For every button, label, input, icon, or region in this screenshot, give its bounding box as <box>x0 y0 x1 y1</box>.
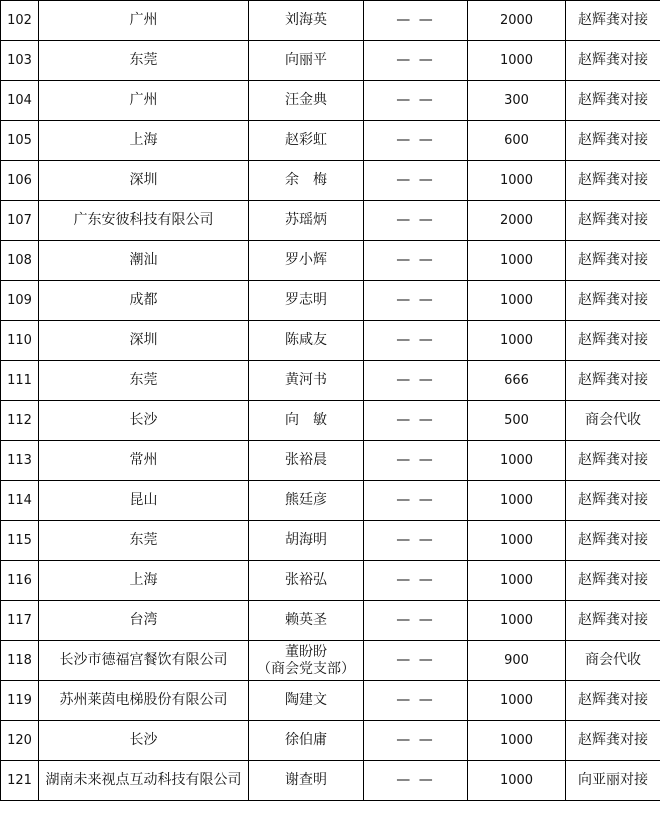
donor-name-text: 张裕弘 <box>285 572 327 588</box>
donor-name <box>249 281 364 321</box>
region-or-company <box>39 281 249 321</box>
region-or-company-text: 长沙 <box>129 732 158 748</box>
region-or-company-text: 潮汕 <box>129 252 158 268</box>
region-or-company-text: 深圳 <box>129 172 158 188</box>
row-number <box>1 561 39 601</box>
region-or-company <box>39 721 249 761</box>
placeholder-dash <box>364 241 468 281</box>
contact-note-text: 赵辉龚对接 <box>578 212 648 228</box>
contact-note-text: 赵辉龚对接 <box>578 332 648 348</box>
placeholder-dash-text: — — <box>396 252 435 268</box>
row-number <box>1 401 39 441</box>
contact-note-text: 赵辉龚对接 <box>578 492 648 508</box>
placeholder-dash <box>364 1 468 41</box>
donor-name <box>249 241 364 281</box>
region-or-company <box>39 1 249 41</box>
table-row <box>1 361 660 401</box>
donor-name-text: 赵彩虹 <box>285 132 327 148</box>
contact-note-text: 赵辉龚对接 <box>578 572 648 588</box>
contact-note <box>566 481 660 521</box>
region-or-company-text: 长沙市德福宫餐饮有限公司 <box>59 652 228 668</box>
donation-amount <box>468 1 566 41</box>
row-number <box>1 201 39 241</box>
region-or-company-text: 广州 <box>129 12 158 28</box>
contact-note-text: 赵辉龚对接 <box>578 732 648 748</box>
donation-amount-text: 1000 <box>499 693 534 708</box>
row-number <box>1 761 39 801</box>
table-row <box>1 41 660 81</box>
placeholder-dash <box>364 121 468 161</box>
donor-name-text: 陶建文 <box>285 692 327 708</box>
contact-note-text: 赵辉龚对接 <box>578 532 648 548</box>
donor-name-text: 向丽平 <box>285 52 327 68</box>
donation-amount-text: 1000 <box>499 533 534 548</box>
row-number-text: 109 <box>7 293 32 308</box>
placeholder-dash <box>364 681 468 721</box>
region-or-company-text: 成都 <box>129 292 158 308</box>
row-number-text: 110 <box>7 333 32 348</box>
donation-amount-text: 1000 <box>499 293 534 308</box>
donation-amount <box>468 721 566 761</box>
table-row <box>1 121 660 161</box>
region-or-company-text: 台湾 <box>129 612 158 628</box>
region-or-company-text: 上海 <box>129 572 158 588</box>
placeholder-dash-text: — — <box>396 732 435 748</box>
placeholder-dash-text: — — <box>396 492 435 508</box>
placeholder-dash-text: — — <box>396 172 435 188</box>
donor-name <box>249 721 364 761</box>
contact-note <box>566 641 660 681</box>
contact-note <box>566 681 660 721</box>
table-row <box>1 721 660 761</box>
contact-note <box>566 121 660 161</box>
row-number <box>1 241 39 281</box>
contact-note-text: 赵辉龚对接 <box>578 52 648 68</box>
table-row <box>1 761 660 801</box>
placeholder-dash-text: — — <box>396 132 435 148</box>
donation-amount-text: 1000 <box>499 493 534 508</box>
placeholder-dash-text: — — <box>396 212 435 228</box>
region-or-company <box>39 481 249 521</box>
contact-note <box>566 401 660 441</box>
row-number <box>1 601 39 641</box>
placeholder-dash <box>364 521 468 561</box>
row-number-text: 118 <box>7 653 32 668</box>
region-or-company-text: 上海 <box>129 132 158 148</box>
row-number <box>1 641 39 681</box>
table-row <box>1 241 660 281</box>
donor-name <box>249 761 364 801</box>
region-or-company-text: 深圳 <box>129 332 158 348</box>
placeholder-dash-text: — — <box>396 692 435 708</box>
donation-amount-text: 1000 <box>499 173 534 188</box>
placeholder-dash <box>364 361 468 401</box>
donor-name <box>249 81 364 121</box>
donor-name <box>249 41 364 81</box>
contact-note-text: 赵辉龚对接 <box>578 92 648 108</box>
placeholder-dash <box>364 481 468 521</box>
donation-amount <box>468 481 566 521</box>
donation-amount-text: 1000 <box>499 773 534 788</box>
contact-note-text: 赵辉龚对接 <box>578 172 648 188</box>
contact-note <box>566 561 660 601</box>
region-or-company-text: 常州 <box>129 452 158 468</box>
contact-note-text: 赵辉龚对接 <box>578 12 648 28</box>
region-or-company <box>39 201 249 241</box>
donation-amount <box>468 761 566 801</box>
row-number <box>1 41 39 81</box>
region-or-company <box>39 161 249 201</box>
contact-note-text: 向亚丽对接 <box>578 772 648 788</box>
contact-note <box>566 521 660 561</box>
region-or-company-text: 东莞 <box>129 532 158 548</box>
donor-name <box>249 401 364 441</box>
row-number <box>1 481 39 521</box>
contact-note-text: 赵辉龚对接 <box>578 132 648 148</box>
table-row <box>1 681 660 721</box>
placeholder-dash <box>364 641 468 681</box>
donor-name <box>249 321 364 361</box>
contact-note-text: 赵辉龚对接 <box>578 372 648 388</box>
table-row <box>1 201 660 241</box>
placeholder-dash <box>364 81 468 121</box>
row-number-text: 121 <box>7 773 32 788</box>
placeholder-dash <box>364 41 468 81</box>
placeholder-dash-text: — — <box>396 92 435 108</box>
row-number-text: 105 <box>7 133 32 148</box>
row-number-text: 108 <box>7 253 32 268</box>
contact-note-text: 赵辉龚对接 <box>578 692 648 708</box>
placeholder-dash-text: — — <box>396 532 435 548</box>
table-row <box>1 81 660 121</box>
region-or-company-text: 苏州莱茵电梯股份有限公司 <box>59 692 228 708</box>
placeholder-dash <box>364 761 468 801</box>
contact-note <box>566 281 660 321</box>
donor-name-text: 余 梅 <box>285 172 327 188</box>
donor-name <box>249 601 364 641</box>
donor-name-text: 汪金典 <box>285 92 327 108</box>
region-or-company-text: 东莞 <box>129 52 158 68</box>
donation-amount-text: 1000 <box>499 733 534 748</box>
donation-amount <box>468 361 566 401</box>
row-number-text: 117 <box>7 613 32 628</box>
region-or-company-text: 广东安彼科技有限公司 <box>73 212 214 228</box>
donor-name-text: 黄河书 <box>285 372 327 388</box>
table-row <box>1 401 660 441</box>
row-number-text: 115 <box>7 533 32 548</box>
row-number-text: 111 <box>7 373 32 388</box>
placeholder-dash <box>364 441 468 481</box>
donor-name-text: 胡海明 <box>285 532 327 548</box>
row-number-text: 107 <box>7 213 32 228</box>
donation-amount <box>468 201 566 241</box>
donor-name-text: 向 敏 <box>285 412 327 428</box>
donation-amount <box>468 81 566 121</box>
row-number <box>1 121 39 161</box>
contact-note <box>566 321 660 361</box>
donation-amount <box>468 161 566 201</box>
region-or-company <box>39 361 249 401</box>
row-number <box>1 521 39 561</box>
donor-name <box>249 201 364 241</box>
donation-amount <box>468 281 566 321</box>
donation-amount-text: 1000 <box>499 333 534 348</box>
table-row <box>1 1 660 41</box>
row-number <box>1 441 39 481</box>
contact-note <box>566 761 660 801</box>
contact-note <box>566 41 660 81</box>
row-number-text: 103 <box>7 53 32 68</box>
donation-amount-text: 300 <box>504 93 529 108</box>
donation-amount <box>468 41 566 81</box>
donor-name-text: 张裕晨 <box>285 452 327 468</box>
donor-name <box>249 481 364 521</box>
contact-note-text: 商会代收 <box>585 652 641 668</box>
contact-note-text: 赵辉龚对接 <box>578 252 648 268</box>
placeholder-dash-text: — — <box>396 612 435 628</box>
region-or-company-text: 湖南未来视点互动科技有限公司 <box>45 772 242 788</box>
row-number-text: 104 <box>7 93 32 108</box>
row-number <box>1 681 39 721</box>
row-number-text: 102 <box>7 13 32 28</box>
row-number-text: 116 <box>7 573 32 588</box>
row-number <box>1 161 39 201</box>
row-number <box>1 281 39 321</box>
region-or-company <box>39 681 249 721</box>
placeholder-dash <box>364 281 468 321</box>
contact-note-text: 赵辉龚对接 <box>578 452 648 468</box>
row-number-text: 112 <box>7 413 32 428</box>
table-row <box>1 481 660 521</box>
contact-note <box>566 441 660 481</box>
donation-amount-text: 1000 <box>499 613 534 628</box>
placeholder-dash-text: — — <box>396 332 435 348</box>
contact-note-text: 赵辉龚对接 <box>578 612 648 628</box>
donation-amount <box>468 521 566 561</box>
donor-name-text: 董盼盼 <box>285 643 327 660</box>
placeholder-dash-text: — — <box>396 12 435 28</box>
donation-amount <box>468 321 566 361</box>
contact-note-text: 赵辉龚对接 <box>578 292 648 308</box>
donor-name-text: 熊廷彦 <box>285 492 327 508</box>
region-or-company <box>39 521 249 561</box>
donation-amount-text: 1000 <box>499 453 534 468</box>
region-or-company <box>39 761 249 801</box>
placeholder-dash <box>364 201 468 241</box>
region-or-company <box>39 41 249 81</box>
donation-amount-text: 1000 <box>499 573 534 588</box>
donation-amount-text: 2000 <box>499 13 534 28</box>
placeholder-dash-text: — — <box>396 452 435 468</box>
donor-name-text: 徐伯庸 <box>285 732 327 748</box>
donor-name <box>249 441 364 481</box>
table-row <box>1 281 660 321</box>
region-or-company <box>39 241 249 281</box>
donor-name <box>249 161 364 201</box>
donation-amount <box>468 681 566 721</box>
placeholder-dash-text: — — <box>396 652 435 668</box>
row-number <box>1 321 39 361</box>
donor-name <box>249 1 364 41</box>
contact-note <box>566 1 660 41</box>
donor-name <box>249 521 364 561</box>
donation-amount <box>468 241 566 281</box>
region-or-company-text: 东莞 <box>129 372 158 388</box>
donation-amount <box>468 441 566 481</box>
row-number <box>1 1 39 41</box>
donation-amount-text: 1000 <box>499 253 534 268</box>
donor-name <box>249 121 364 161</box>
region-or-company-text: 长沙 <box>129 412 158 428</box>
contact-note <box>566 161 660 201</box>
donation-amount <box>468 561 566 601</box>
row-number-text: 120 <box>7 733 32 748</box>
placeholder-dash <box>364 601 468 641</box>
table-row <box>1 561 660 601</box>
row-number-text: 119 <box>7 693 32 708</box>
table-row <box>1 601 660 641</box>
region-or-company <box>39 601 249 641</box>
donor-name <box>249 681 364 721</box>
row-number <box>1 81 39 121</box>
table-row <box>1 521 660 561</box>
donation-amount <box>468 641 566 681</box>
region-or-company <box>39 641 249 681</box>
donor-name-text: 陈咸友 <box>285 332 327 348</box>
placeholder-dash <box>364 401 468 441</box>
donation-amount-text: 900 <box>504 653 529 668</box>
donor-name <box>249 641 364 681</box>
donor-name-text: 赖英圣 <box>285 612 327 628</box>
donor-name <box>249 561 364 601</box>
contact-note <box>566 201 660 241</box>
region-or-company-text: 广州 <box>129 92 158 108</box>
region-or-company <box>39 441 249 481</box>
donor-affiliation: （商会党支部） <box>257 660 355 677</box>
placeholder-dash-text: — — <box>396 52 435 68</box>
donation-amount <box>468 401 566 441</box>
donor-name-text: 罗志明 <box>285 292 327 308</box>
donation-amount-text: 500 <box>504 413 529 428</box>
contact-note <box>566 81 660 121</box>
row-number <box>1 721 39 761</box>
donor-name <box>249 361 364 401</box>
contact-note <box>566 601 660 641</box>
contact-note <box>566 721 660 761</box>
table-row <box>1 321 660 361</box>
placeholder-dash-text: — — <box>396 292 435 308</box>
donation-amount <box>468 601 566 641</box>
row-number-text: 114 <box>7 493 32 508</box>
region-or-company <box>39 81 249 121</box>
donation-amount <box>468 121 566 161</box>
placeholder-dash-text: — — <box>396 412 435 428</box>
contact-note-text: 商会代收 <box>585 412 641 428</box>
donation-amount-text: 600 <box>504 133 529 148</box>
placeholder-dash <box>364 161 468 201</box>
table-row <box>1 441 660 481</box>
region-or-company <box>39 561 249 601</box>
region-or-company-text: 昆山 <box>129 492 158 508</box>
placeholder-dash-text: — — <box>396 772 435 788</box>
placeholder-dash-text: — — <box>396 372 435 388</box>
placeholder-dash <box>364 561 468 601</box>
contact-note <box>566 241 660 281</box>
donation-amount-text: 1000 <box>499 53 534 68</box>
table-row <box>1 161 660 201</box>
donor-name-text: 刘海英 <box>285 12 327 28</box>
donation-amount-text: 666 <box>504 373 529 388</box>
row-number-text: 113 <box>7 453 32 468</box>
donor-name-text: 苏瑶炳 <box>285 212 327 228</box>
region-or-company <box>39 121 249 161</box>
placeholder-dash <box>364 321 468 361</box>
donor-name-text: 谢查明 <box>285 772 327 788</box>
donor-name-text: 罗小辉 <box>285 252 327 268</box>
row-number-text: 106 <box>7 173 32 188</box>
region-or-company <box>39 321 249 361</box>
contact-note <box>566 361 660 401</box>
placeholder-dash <box>364 721 468 761</box>
region-or-company <box>39 401 249 441</box>
row-number <box>1 361 39 401</box>
donation-amount-text: 2000 <box>499 213 534 228</box>
table-row <box>1 641 660 681</box>
placeholder-dash-text: — — <box>396 572 435 588</box>
